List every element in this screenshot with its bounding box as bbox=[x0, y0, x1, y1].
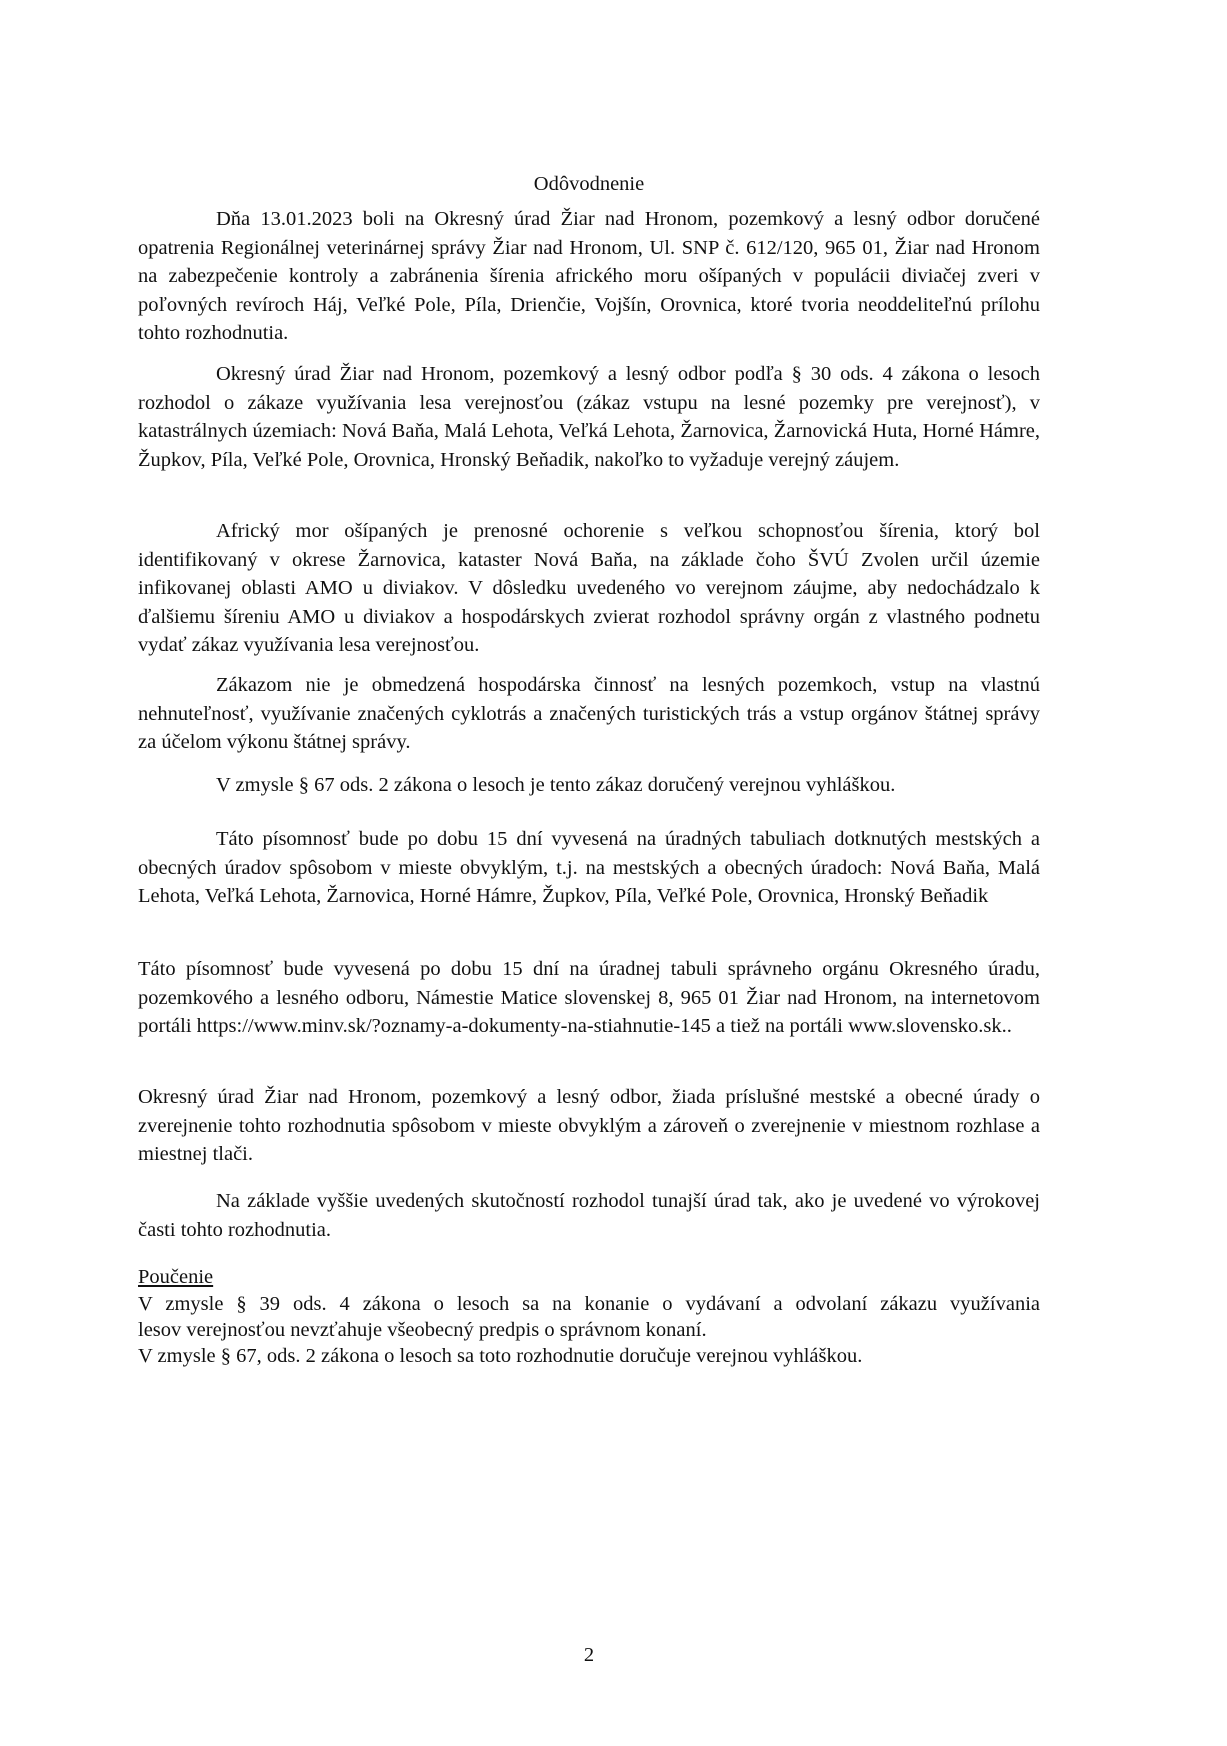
poucenie-line-1: V zmysle § 39 ods. 4 zákona o lesoch sa na konanie o vydávaní a odvolaní zákazu využívania bbox=[138, 1293, 1040, 1315]
paragraph-3: Africký mor ošípaných je prenosné ochorenie s veľkou schopnosťou šírenia, ktorý bol identifikovaný v okrese Žarnovica, kataster Nová Baňa, na základe čoho ŠVÚ Zvolen určil územie infikovanej oblasti AMO u diviakov. V dôsledku uvedeného vo verejnom záujme, aby nedochádzalo k ďalšiemu šíreniu AMO u diviakov a hospodárskych zvierat rozhodol správny orgán z vlastného podnetu vydať zákaz využívania lesa verejnosťou. bbox=[138, 520, 1040, 657]
paragraph-8: Okresný úrad Žiar nad Hronom, pozemkový a lesný odbor, žiada príslušné mestské a obecné úrady o zverejnenie tohto rozhodnutia spôsobom v mieste obvyklým a zároveň o zverejnenie v miestnom rozhlase a miestnej tlači. bbox=[138, 1086, 1040, 1166]
poucenie-line-2: lesov verejnosťou nevzťahuje všeobecný predpis o správnom konaní. bbox=[138, 1319, 707, 1341]
poucenie-line-3: V zmysle § 67, ods. 2 zákona o lesoch sa toto rozhodnutie doručuje verejnou vyhláškou. bbox=[138, 1345, 863, 1367]
paragraph-5: V zmysle § 67 ods. 2 zákona o lesoch je tento zákaz doručený verejnou vyhláškou. bbox=[216, 774, 896, 796]
paragraph-7: Táto písomnosť bude vyvesená po dobu 15 dní na úradnej tabuli správneho orgánu Okresného úradu, pozemkového a lesného odboru, Námestie Matice slovenskej 8, 965 01 Žiar nad Hronom, na internetovom portáli https://www.minv.sk/?oznamy-a-dokumenty-na-stiahnutie-145 a tiež na portáli www.slovensko.sk.. bbox=[138, 958, 1040, 1038]
page-number: 2 bbox=[583, 1644, 595, 1666]
document-page bbox=[138, 0, 1040, 1746]
paragraph-1: Dňa 13.01.2023 boli na Okresný úrad Žiar nad Hronom, pozemkový a lesný odbor doručené opatrenia Regionálnej veterinárnej správy Žiar nad Hronom, Ul. SNP č. 612/120, 965 01, Žiar nad Hronom na zabezpečenie kontroly a zabránenia šírenia afrického moru ošípaných v populácii diviačej zveri v poľovných revíroch Háj, Veľké Pole, Píla, Drienčie, Vojšín, Orovnica, ktoré tvoria neoddeliteľnú prílohu tohto rozhodnutia. bbox=[138, 208, 1040, 345]
paragraph-2: Okresný úrad Žiar nad Hronom, pozemkový a lesný odbor podľa § 30 ods. 4 zákona o lesoch rozhodol o zákaze využívania lesa verejnosťou (zákaz vstupu na lesné pozemky pre verejnosť), v katastrálnych územiach: Nová Baňa, Malá Lehota, Veľká Lehota, Žarnovica, Žarnovická Huta, Horné Hámre, Župkov, Píla, Veľké Pole, Orovnica, Hronský Beňadik, nakoľko to vyžaduje verejný záujem. bbox=[138, 363, 1040, 471]
paragraph-4: Zákazom nie je obmedzená hospodárska činnosť na lesných pozemkoch, vstup na vlastnú nehnuteľnosť, využívanie značených cyklotrás a značených turistických trás a vstup orgánov štátnej správy za účelom výkonu štátnej správy. bbox=[138, 674, 1040, 754]
poucenie-title: Poučenie bbox=[138, 1266, 214, 1288]
paragraph-6: Táto písomnosť bude po dobu 15 dní vyvesená na úradných tabuliach dotknutých mestských a obecných úradov spôsobom v mieste obvyklým, t.j. na mestských a obecných úradoch: Nová Baňa, Malá Lehota, Veľká Lehota, Žarnovica, Horné Hámre, Župkov, Píla, Veľké Pole, Orovnica, Hronský Beňadik bbox=[138, 828, 1040, 908]
section-heading: Odôvodnenie bbox=[533, 173, 645, 195]
paragraph-9: Na základe vyššie uvedených skutočností rozhodol tunajší úrad tak, ako je uvedené vo výrokovej časti tohto rozhodnutia. bbox=[138, 1190, 1040, 1241]
